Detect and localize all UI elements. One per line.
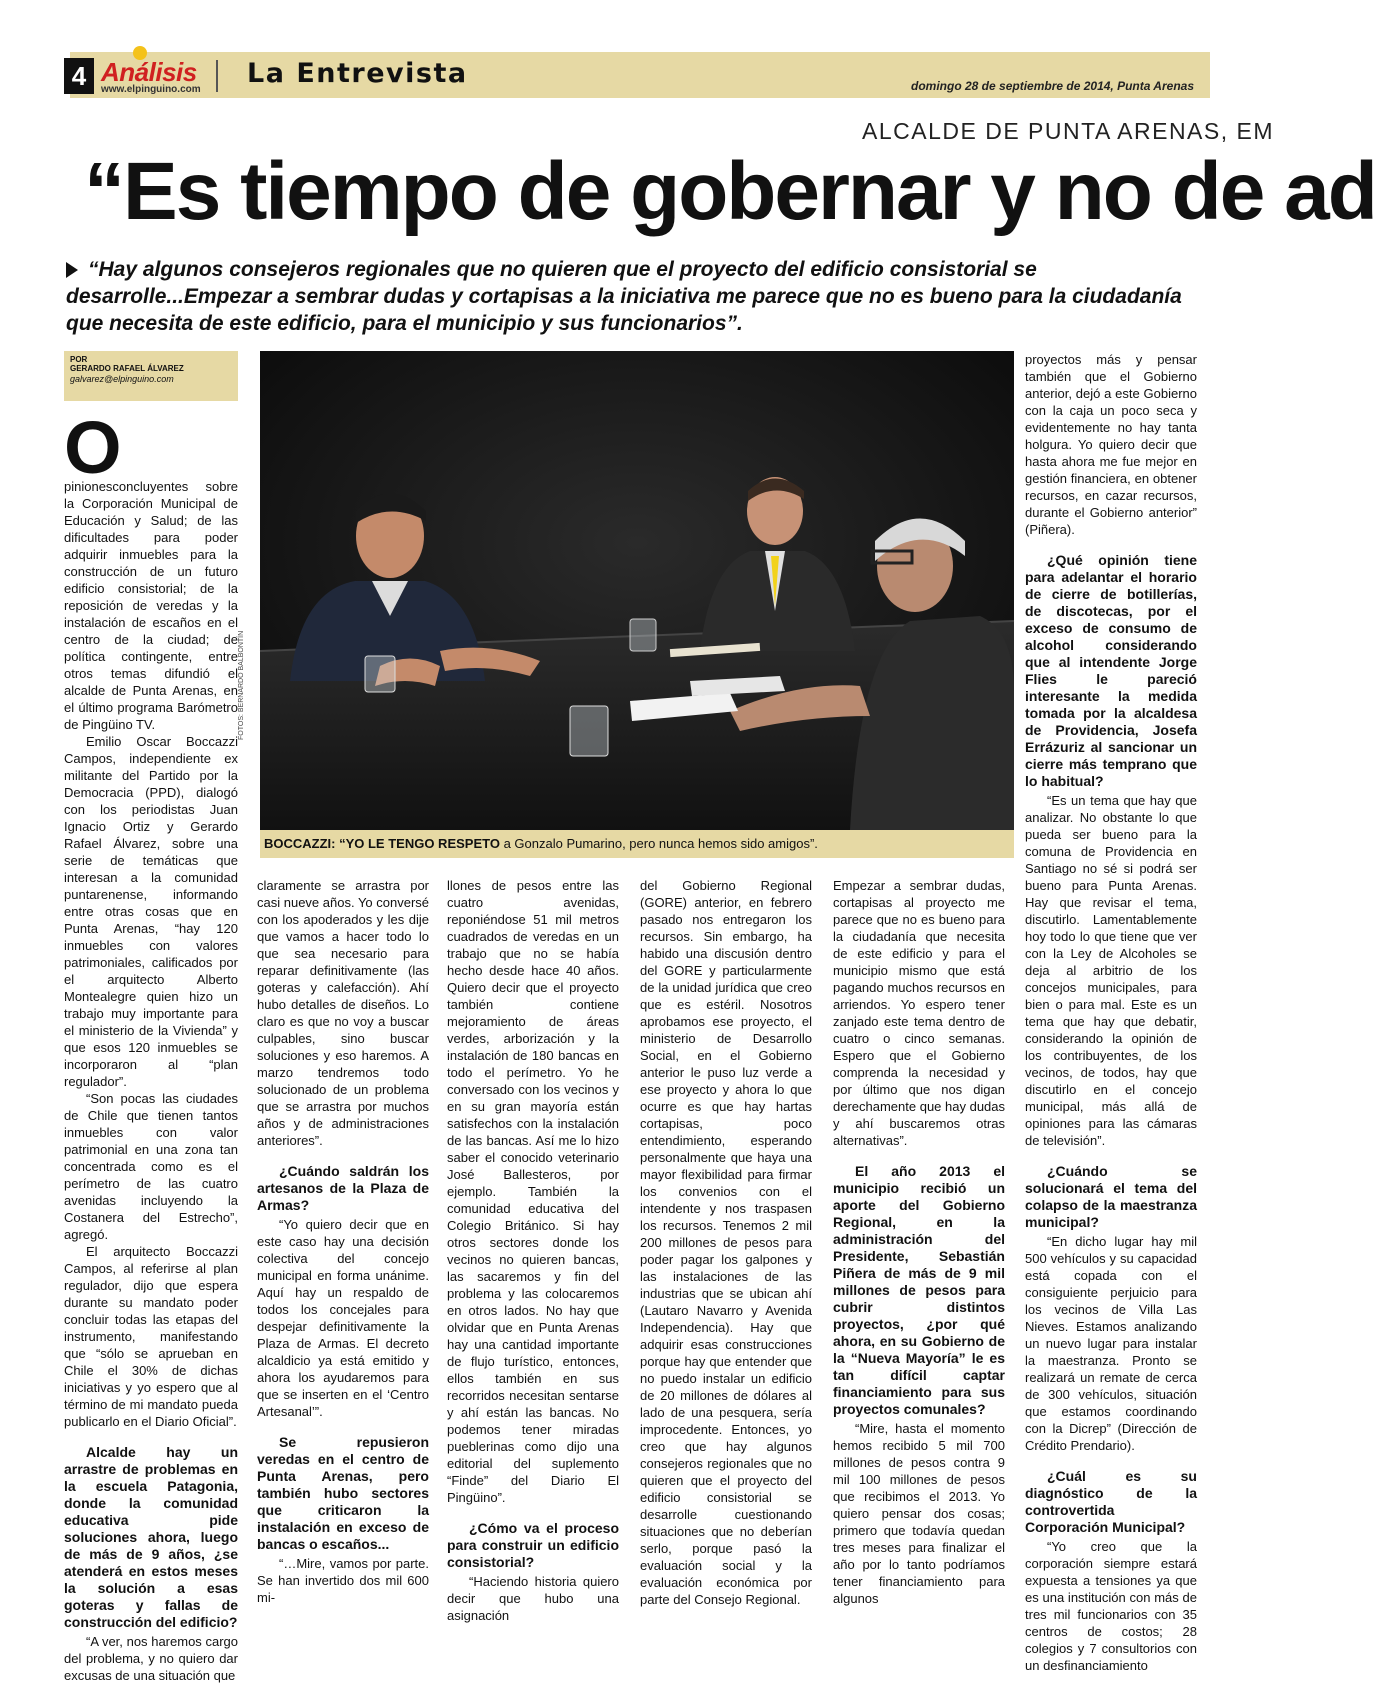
column-1 [64,406,238,1684]
kicker: ALCALDE DE PUNTA ARENAS, EM [862,118,1275,144]
interview-question: ¿Cuándo se solucionará el tema del colapso de la maestranza municipal? [1025,1163,1197,1230]
interview-question: ¿Cuándo saldrán los artesanos de la Plaza de Armas? [257,1163,429,1213]
body-paragraph: El arquitecto Boccazzi Campos, al referirse al plan regulador, dijo que espera durante su mandato poder concluir todas las etapas del instrumento, manifestando que “sólo se aprueban en Chile el 30% de dichas iniciativas y yo espero que al término de mi mandato pueda publicarlo en el Diario Oficial”. [64,1244,238,1429]
column-3 [447,877,619,1624]
column-5 [833,877,1005,1607]
issue-date: domingo 28 de septiembre de 2014, Punta Arenas [911,79,1194,93]
column-6 [1025,351,1197,1674]
body-paragraph: pinionesconcluyentes sobre la Corporación Municipal de Educación y Salud; de las dificultades para poder adquirir inmuebles para la construcción de un futuro edificio consistorial; de la reposición de veredas y la instalación de escaños en el centro de la ciudad; de política contingente, entre otros temas difundió el alcalde de Punta Arenas, en el último programa Barómetro de Pingüino TV. [64,479,238,732]
drop-cap: O [64,406,122,489]
byline-label: POR [70,355,88,364]
body-paragraph: Empezar a sembrar dudas, cortapisas al proyecto me parece que no es bueno para la ciudadanía que necesita de este edificio y para el municipio mismo que está pagando muchos recursos en arriendos. Yo espero tener zanjado este tema dentro de cuatro o cinco semanas. Espero que el Gobierno comprenda la necesidad y por último que nos digan derechamente que hay dudas y ahí buscaremos otras alternativas”. [833,878,1006,1148]
body-paragraph: Emilio Oscar Boccazzi Campos, independiente ex militante del Partido por la Democracia (PPD), dialogó con los periodistas Juan Ignacio Ortiz y Gerardo Rafael Álvarez, sobre una serie de temáticas que interesan a la comunidad puntarenense, informando entre otras cosas que en Punta Arenas, “hay 120 inmuebles con valores patrimoniales, calificados por el arquitecto Alberto Montealegre quien hizo un trabajo muy importante para el ministerio de la Vivienda” y que esos 120 inmuebles se incorporaron al “plan regulador”. [64,734,238,1089]
body-paragraph: “…Mire, vamos por parte. Se han invertido dos mil 600 mi- [257,1556,429,1605]
body-paragraph: claramente se arrastra por casi nueve años. Yo conversé con los apoderados y les dije que vamos a hacer todo lo que sea necesario para reparar definitivamente (las goteras y calefacción). Ahí hubo detalles de diseños. Lo claro es que no voy a buscar culpables, sino buscar soluciones y eso haremos. A marzo tendremos todo solucionado de un problema que se arrastra por muchos años y de administraciones anteriores”. [257,878,430,1148]
body-paragraph: “Son pocas las ciudades de Chile que tienen tantos inmuebles con valor patrimonial en una zona tan concentrada como es el perímetro de las cuatro avenidas incluyendo la Costanera del Estrecho”, agregó. [64,1091,238,1242]
body-paragraph: “Haciendo historia quiero decir que hubo una asignación [447,1574,619,1623]
interview-question: Alcalde hay un arrastre de problemas en la escuela Patagonia, donde la comunidad educativa pide soluciones ahora, luego de más de 9 años, ¿se atenderá en estos meses la solución a esas goteras y fallas de construcción del edificio? [64,1444,238,1630]
column-2 [257,877,429,1606]
body-paragraph: “Yo quiero decir que en este caso hay una decisión colectiva del concejo municipal en forma unánime. Aquí hay un respaldo de todos los concejales para despejar definitivamente la Plaza de Armas. El decreto alcaldicio ya está emitido y ahora los ayudaremos para que se inserten en el ‘Centro Artesanal’”. [257,1217,429,1419]
interview-photo [260,351,1014,830]
body-paragraph: llones de pesos entre las cuatro avenidas, reponiéndose 51 mil metros cuadrados de veredas en un trabajo que no se había hecho desde hace 40 años. Quiero decir que el proyecto también contiene mejoramiento de áreas verdes, arborización y la instalación de 180 bancas en todo el perímetro. Yo he conversado con los vecinos y en su gran mayoría están satisfechos con la instalación de las bancas. Así me lo hizo saber el conocido veterinario José Ballesteros, por ejemplo. También la comunidad educativa del Colegio Británico. Si hay otros sectores donde los vecinos no quieren bancas, las sacaremos y fin del problema y las colocaremos en otros lados. No hay que olvidar que en Punta Arenas hay una cantidad importante de flujo turístico, entonces, ellos también en sus recorridos necesitan sentarse y ahí están las bancas. No podemos tener miradas pueblerinas como dijo una editorial del suplemento “Finde” del Diario El Pingüino”. [447,878,619,1505]
column-4 [640,877,812,1608]
page-number: 4 [64,58,94,94]
logo-url: www.elpinguino.com [101,84,201,95]
body-paragraph: “Es un tema que hay que analizar. No obstante lo que pueda ser bueno para la comuna de Providencia en Santiago no sé si podrá ser bueno para Punta Arenas. Hay que revisar el tema, discutirlo. Lamentablemente hoy todo lo que tiene que ver con la Ley de Alcoholes se deja al arbitrio de los concejos municipales, para bien o para mal. Este es un tema que hay que debatir, considerando la opinión de los contribuyentes, de los vecinos, de todos, hay que discutirlo en el concejo municipal, más allá de opiniones para las cámaras de televisión”. [1025,793,1197,1148]
headline: “Es tiempo de gobernar y no de ad [84,146,1376,237]
photo-caption [264,836,1010,851]
body-paragraph: “Mire, hasta el momento hemos recibido 5 mil 700 millones de pesos contra 9 mil 100 millones de pesos que recibimos el 2013. Yo quiero pensar dos cosas; primero que todavía quedan tres meses para finalizar el año por lo tanto podríamos tener financiamiento para algunos [833,1421,1005,1606]
interview-question: ¿Cómo va el proceso para construir un edificio consistorial? [447,1520,619,1570]
byline-email: galvarez@elpinguino.com [70,374,174,384]
logo: Análisis [101,57,197,87]
interview-question: Se repusieron veredas en el centro de Punta Arenas, pero también hubo sectores que criticaron la instalación en exceso de bancas o escaños... [257,1434,429,1552]
body-paragraph: “A ver, nos haremos cargo del problema, y no quiero dar excusas de una situación que [64,1634,238,1683]
byline-author: GERARDO RAFAEL ÁLVAREZ [70,364,184,373]
photo-credit: FOTOS: BERNARDO BALBONTÍN [238,630,245,740]
section-title: La Entrevista [247,58,468,89]
interview-question: ¿Qué opinión tiene para adelantar el horario de cierre de botillerías, de discotecas, por el exceso de consumo de alcohol considerando que al intendente Jorge Flies le pareció interesante la medida tomada por la alcaldesa de Providencia, Josefa Errázuriz al sancionar un cierre más temprano que lo habitual? [1025,552,1197,789]
body-paragraph: proyectos más y pensar también que el Gobierno anterior, dejó a este Gobierno con la caja un poco seca y evidentemente no hay tanta holgura. Yo quiero decir que hasta ahora me fue mejor en gestión financiera, en obtener recursos, en cazar recursos, durante el Gobierno anterior” (Piñera). [1025,352,1197,537]
deck: “Hay algunos consejeros regionales que no quieren que el proyecto del edificio consistorial se desarrolle...Empezar a sembrar dudas y cortapisas a la iniciativa me parece que no es bueno para la ciudadanía que necesita de este edificio, para el municipio y sus funcionarios”. [66,258,1182,335]
interview-scene-illustration [260,351,1014,830]
interview-question: El año 2013 el municipio recibió un aporte del Gobierno Regional, en la administración del Presidente, Sebastián Piñera de más de 9 mil millones de pesos para cubrir distintos proyectos, ¿por qué ahora, en su Gobierno de la “Nueva Mayoría” le es tan difícil captar financiamiento para sus proyectos comunales? [833,1163,1005,1417]
header-divider [216,60,218,92]
caption-bold: BOCCAZZI: “YO LE TENGO RESPETO [264,836,500,851]
body-paragraph: “En dicho lugar hay mil 500 vehículos y su capacidad está copada con el consiguiente perjuicio para los vecinos de Villa Las Nieves. Estamos analizando un nuevo lugar para instalar la maestranza. Pronto se realizará un remate de cerca de 300 vehículos, situación que estamos coordinando con la Dicrep” (Dirección de Crédito Prendario). [1025,1234,1197,1453]
body-paragraph: del Gobierno Regional (GORE) anterior, en febrero pasado nos entregaron los recursos. Sin embargo, ha habido una discusión dentro del GORE y particularmente de la unidad jurídica que creo que es estéril. Nosotros aprobamos ese proyecto, el ministerio de Desarrollo Social, en el Gobierno anterior le puso luz verde a ese proyecto y ahora lo que ocurre es que hay hartas cortapisas, poco entendimiento, esperando personalmente que haya una mayor flexibilidad para firmar los convenios con el intendente y nos traspasen los recursos. Tenemos 2 mil 200 millones de pesos para poder pagar los galpones y las instalaciones de las industrias que se ubican ahí (Lautaro Navarro y Avenida Independencia). Hay que adquirir esas construcciones porque hay que entender que no puedo instalar un edificio de 20 millones de dólares al lado de una pesquera, sería improcedente. Entonces, yo creo que hay algunos consejeros regionales que no quieren que el proyecto del edificio consistorial se desarrolle cuestionando situaciones que no deberían serlo, porque pasó la evaluación social y la evaluación económica por parte del Consejo Regional. [640,878,812,1607]
byline [64,351,238,401]
body-paragraph: “Yo creo que la corporación siempre estará expuesta a tensiones ya que es una institución con más de tres mil funcionarios con 35 centros de costos; 28 colegios y 7 consultorios con un desfinanciamiento [1025,1539,1197,1673]
interview-question: ¿Cuál es su diagnóstico de la controvertida Corporación Municipal? [1025,1468,1197,1535]
caption-text: a Gonzalo Pumarino, pero nunca hemos sido amigos”. [499,836,818,851]
